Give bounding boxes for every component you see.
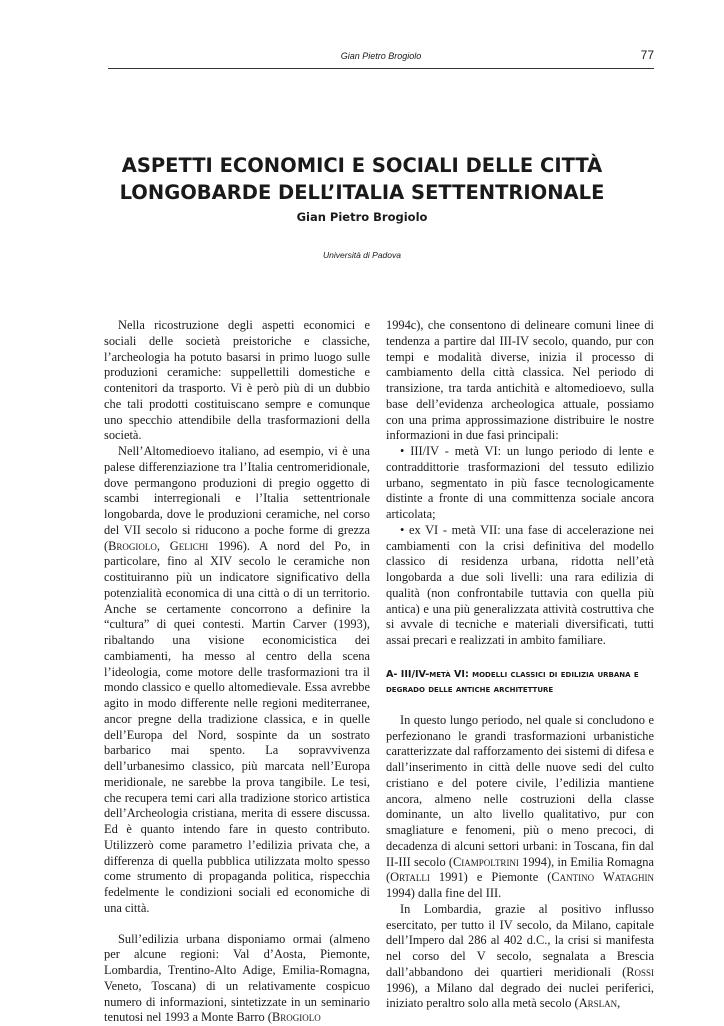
paragraph: Nella ricostruzione degli aspetti economici e sociali delle società preistoriche e classiche, l’archeologia ha potuto basarsi in primo luogo sulle produzioni ceramiche: suppellettili domestiche e contenitori da trasporto. Vi è però più di un dubbio che tali prodotti costituiscano sempre e comunque uno specchio attendibile della trasformazioni della società. — [104, 318, 370, 444]
citation-author: Arslan — [579, 996, 617, 1010]
article-author: Gian Pietro Brogiolo — [0, 210, 724, 224]
citation-author: Cantino Wataghin — [551, 870, 654, 884]
left-column — [104, 318, 370, 1026]
running-author: Gian Pietro Brogiolo — [108, 51, 654, 61]
page-number: 77 — [641, 48, 654, 62]
citation-author: Brogiolo, Gelichi — [108, 539, 208, 553]
right-column — [386, 318, 654, 1012]
paragraph: Nell’Altomedioevo italiano, ad esempio, vi è una palese differenziazione tra l’Italia centromeridionale, dove permangono produzioni di pregio oggetto di scambi interregionali e l’Italia settentrionale longobarda, dove le produzioni ceramiche, nel corso del VII secolo si riducono a poche forme di grezza (Brogiolo, Gelichi 1996). A nord del Po, in particolare, fino al XIV secolo le ceramiche non costituiranno più un indicatore significativo della potenzialità economica di una città o di un territorio. Anche se certamente concorrono a definire la “cultura” di quei contesti. Martin Carver (1993), ribaltando una visione economicistica dei cambiamenti, ha messo al centro della scena l’ideologia, come motore delle trasformazioni tra il mondo classico e quello altomedievale. Essa avrebbe agito in modo differente nelle regioni mediterranee, ancor pregne della tradizione classica, e in quelle dell’Europa del Nord, sospinte da un sostrato barbarico mai spento. La sopravvivenza dell’urbanesimo classico, più marcata nell’Europa meridionale, ne sarebbe la prova tangibile. Le tesi, che recupera temi cari alla tradizione storico artistica dell’Archeologia cristiana, merita di essere discussa. Ed è quanto intendo fare in questo contributo. Utilizzerò come parametro l’edilizia privata che, a differenza di quella pubblica utilizzata molto spesso come strumento di propaganda politica, rispecchia fedelmente le condizioni sociali ed economiche di una città. — [104, 444, 370, 917]
author-affiliation: Università di Padova — [0, 250, 724, 260]
paragraph: Sull’edilizia urbana disponiamo ormai (almeno per alcune regioni: Val d’Aosta, Piemonte, Lombardia, Trentino-Alto Adige, Emilia-Romagna, Veneto, Toscana) di un relativamente cospicuo numero di informazioni, sintetizzate in un seminario tenutosi nel 1993 a Monte Barro (Brogiolo — [104, 932, 370, 1026]
citation-author: Brogiolo — [272, 1010, 321, 1024]
article-title — [70, 152, 654, 206]
citation-author: Ortalli — [390, 870, 430, 884]
citation-author: Ciampoltrini — [453, 855, 519, 869]
paragraph: In Lombardia, grazie al positivo influsso esercitato, per tutto il IV secolo, da Milano, capitale dell’Impero dal 286 al 402 d.C., la crisi si manifesta nel corso del V secolo, segnalata a Brescia dall’abbandono dei quartieri meridionali (Rossi 1996), a Milano dal degrado dei nuclei periferici, iniziato peraltro solo alla metà secolo (Arslan, — [386, 902, 654, 1012]
section-heading: A- III/IV-metà VI: modelli classici di edilizia urbana e degrado delle antiche architetture — [386, 667, 654, 697]
bullet-item: • III/IV - metà VI: un lungo periodo di lente e contraddittorie trasformazioni del tessuto edilizio urbano, segmentato in più fasce tecnologicamente distinte a fronte di una committenza sociale ancora articolata; — [386, 444, 654, 523]
title-line-2: LONGOBARDE DELL’ITALIA SETTENTRIONALE — [70, 179, 654, 206]
paragraph: 1994c), che consentono di delineare comuni linee di tendenza a partire dal III-IV secolo, quando, pur con tempi e modalità diverse, inizia il processo di cambiamento della città classica. Nel periodo di transizione, tra tarda antichità e altomedioevo, sulla base dell’evidenza archeologica attuale, possiamo con una prima approssimazione distribuire le nostre informazioni in due fasi principali: — [386, 318, 654, 444]
running-head — [108, 48, 654, 69]
paragraph: In questo lungo periodo, nel quale si concludono e perfezionano le grandi trasformazioni urbanistiche caratterizzate dal rafforzamento dei sistemi di difesa e dall’inserimento in città delle nuove sedi del culto cristiano e del potere civile, l’edilizia mantiene ancora, almeno nelle costruzioni della classe dominante, un alto livello qualitativo, pur con smagliature e fenomeni, più o meno precoci, di decadenza di alcuni settori urbani: in Toscana, fin dal II-III secolo (Ciampoltrini 1994), in Emilia Romagna (Ortalli 1991) e Piemonte (Cantino Wataghin 1994) dalla fine del III. — [386, 713, 654, 902]
title-line-1: ASPETTI ECONOMICI E SOCIALI DELLE CITTÀ — [70, 152, 654, 179]
citation-author: Rossi — [626, 965, 654, 979]
bullet-item: • ex VI - metà VII: una fase di accelerazione nei cambiamenti con la crisi definitiva del modello classico di residenza urbana, ridotta nell’età longobarda a due soli livelli: una rara edilizia di qualità (non confrontabile tuttavia con quella più antica) e una più generalizzata attività costruttiva che si avvale di tecniche e materiali diversificati, tutti assai precari e realizzati in ambito familiare. — [386, 523, 654, 649]
